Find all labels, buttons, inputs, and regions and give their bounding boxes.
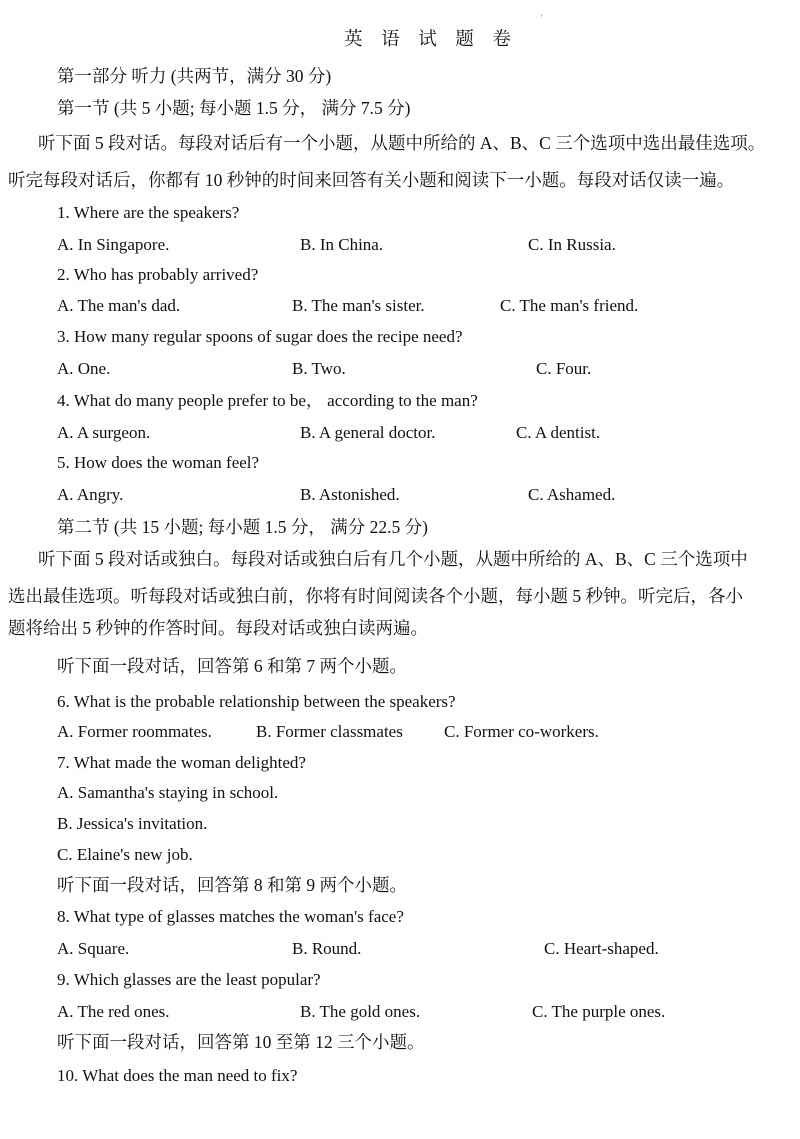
question-7-option-a: A. Samantha's staying in school.	[57, 783, 279, 802]
question-1-options	[0, 235, 800, 255]
question-9-option-b: B. The gold ones.	[300, 1002, 421, 1021]
question-6-options	[0, 722, 800, 742]
question-5-options	[0, 485, 800, 505]
question-7-option-b: B. Jessica's invitation.	[57, 814, 208, 833]
part1-heading: 第一部分 听力 (共两节，满分 30 分)	[57, 66, 332, 86]
section2-heading: 第二节 (共 15 小题; 每小题 1.5 分， 满分 22.5 分)	[57, 517, 428, 537]
question-3-option-a: A. One.	[57, 359, 111, 378]
question-3-text: 3. How many regular spoons of sugar does the recipe need?	[57, 327, 463, 346]
question-2-text: 2. Who has probably arrived?	[57, 265, 259, 284]
section2-instructions-line2: 选出最佳选项。听每段对话或独白前，你将有时间阅读各个小题，每小题 5 秒钟。听完后，各小	[8, 586, 743, 606]
page-title: 英 语 试 题 卷	[343, 30, 518, 50]
question-8-options	[0, 939, 800, 959]
question-4-option-b: B. A general doctor.	[300, 423, 436, 442]
question-5-option-c: C. Ashamed.	[528, 485, 616, 504]
scan-artifact-mark: ʼ	[540, 13, 543, 23]
question-3-option-b: B. Two.	[292, 359, 346, 378]
question-8-option-b: B. Round.	[292, 939, 362, 958]
question-2-options	[0, 296, 800, 316]
question-5-option-b: B. Astonished.	[300, 485, 400, 504]
question-9-text: 9. Which glasses are the least popular?	[57, 970, 321, 989]
dialogue-cue-q6-q7: 听下面一段对话，回答第 6 和第 7 两个小题。	[57, 656, 407, 676]
question-9-option-a: A. The red ones.	[57, 1002, 170, 1021]
section2-instructions-line3: 题将给出 5 秒钟的作答时间。每段对话或独白读两遍。	[8, 618, 428, 638]
section1-heading: 第一节 (共 5 小题; 每小题 1.5 分， 满分 7.5 分)	[57, 98, 411, 118]
question-6-option-c: C. Former co-workers.	[444, 722, 599, 741]
question-10-text: 10. What does the man need to fix?	[57, 1066, 298, 1085]
question-3-option-c: C. Four.	[536, 359, 592, 378]
question-2-option-a: A. The man's dad.	[57, 296, 181, 315]
question-6-option-b: B. Former classmates	[256, 722, 403, 741]
question-4-text: 4. What do many people prefer to be， according to the man?	[57, 391, 478, 410]
question-8-option-a: A. Square.	[57, 939, 130, 958]
question-4-option-a: A. A surgeon.	[57, 423, 151, 442]
question-6-option-a: A. Former roommates.	[57, 722, 212, 741]
question-5-text: 5. How does the woman feel?	[57, 453, 260, 472]
question-7-option-c: C. Elaine's new job.	[57, 845, 193, 864]
question-2-option-b: B. The man's sister.	[292, 296, 425, 315]
dialogue-cue-q10-q12: 听下面一段对话，回答第 10 至第 12 三个小题。	[57, 1032, 425, 1052]
question-8-option-c: C. Heart-shaped.	[544, 939, 659, 958]
question-1-option-a: A. In Singapore.	[57, 235, 170, 254]
section2-instructions-line1: 听下面 5 段对话或独白。每段对话或独白后有几个小题，从题中所给的 A、B、C 三个选项中	[38, 549, 748, 569]
question-1-option-c: C. In Russia.	[528, 235, 616, 254]
dialogue-cue-q8-q9: 听下面一段对话，回答第 8 和第 9 两个小题。	[57, 875, 407, 895]
question-9-option-c: C. The purple ones.	[532, 1002, 666, 1021]
question-6-text: 6. What is the probable relationship between the speakers?	[57, 692, 456, 711]
question-2-option-c: C. The man's friend.	[500, 296, 639, 315]
section1-instructions-line2: 听完每段对话后，你都有 10 秒钟的时间来回答有关小题和阅读下一小题。每段对话仅读一遍。	[8, 170, 735, 190]
question-1-text: 1. Where are the speakers?	[57, 203, 240, 222]
question-7-text: 7. What made the woman delighted?	[57, 753, 306, 772]
question-8-text: 8. What type of glasses matches the woman's face?	[57, 907, 404, 926]
question-3-options	[0, 359, 800, 379]
question-4-options	[0, 423, 800, 443]
question-5-option-a: A. Angry.	[57, 485, 124, 504]
question-4-option-c: C. A dentist.	[516, 423, 601, 442]
question-9-options	[0, 1002, 800, 1022]
section1-instructions-line1: 听下面 5 段对话。每段对话后有一个小题，从题中所给的 A、B、C 三个选项中选出最佳选项。	[38, 133, 766, 153]
question-1-option-b: B. In China.	[300, 235, 384, 254]
